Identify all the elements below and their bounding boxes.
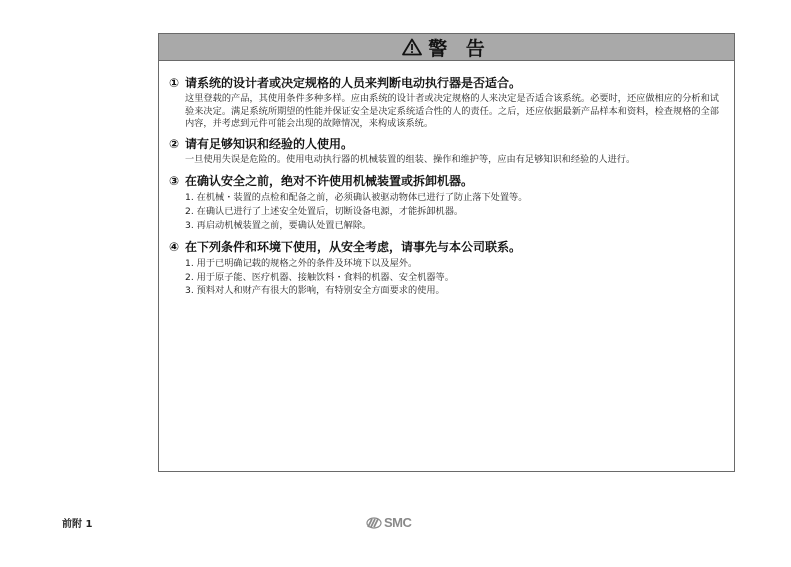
warning-triangle-icon [402,38,422,56]
warning-section-2 [169,136,719,167]
list-item: 2. 用于原子能、医疗机器、接触饮料・食料的机器、安全机器等。 [185,271,454,283]
section-body: 这里登载的产品，其使用条件多种多样。应由系统的设计者或决定规格的人来决定是否适合该系统。必要时，还应做相应的分析和试验来决定。满足系统所期望的性能并保证安全是决定系统适合性的人的责任。之后，还应依据最新产品样本和资料，检查规格的全部内容，并考虑到元件可能会出现的故障情况，来构成该系统。 [185,93,719,130]
section-number: ① [169,76,180,90]
section-heading-text: 在下列条件和环境下使用，从安全考虑，请事先与本公司联系。 [185,240,522,255]
section-heading-text: 请系统的设计者或决定规格的人员来判断电动执行器是否适合。 [185,76,522,90]
section-list [185,257,719,298]
warning-box [158,33,735,472]
section-list [185,191,719,232]
warning-section-3 [169,173,719,232]
smc-logo-mark-icon [366,517,382,529]
smc-logo [366,515,411,530]
warning-section-1 [169,75,719,131]
section-number: ④ [169,240,180,255]
section-heading-text: 请有足够知识和经验的人使用。 [185,136,354,151]
section-heading [169,75,719,91]
list-item: 1. 用于已明确记载的规格之外的条件及环境下以及屋外。 [185,258,418,270]
logo-text: SMC [384,515,412,530]
warning-section-4 [169,239,719,298]
page-number: 前附 1 [62,519,93,530]
section-body: 一旦使用失误是危险的。使用电动执行器的机械装置的组装、操作和维护等，应由有足够知识和经验的人进行。 [185,153,636,165]
warning-content [169,75,719,298]
section-heading [169,239,719,255]
section-number: ② [169,136,180,151]
list-item: 3. 再启动机械装置之前，要确认处置已解除。 [185,219,372,231]
section-heading [169,173,719,189]
list-item: 2. 在确认已进行了上述安全处置后，切断设备电源，才能拆卸机器。 [185,205,464,217]
warning-header [159,34,734,61]
list-item: 1. 在机械・装置的点检和配备之前，必须确认被驱动物体已进行了防止落下处置等。 [185,192,528,204]
section-heading-text: 在确认安全之前，绝对不许使用机械装置或拆卸机器。 [185,174,474,189]
section-number: ③ [169,174,180,189]
section-heading [169,136,719,152]
warning-title: 警 告 [428,37,491,60]
list-item: 3. 预料对人和财产有很大的影响，有特别安全方面要求的使用。 [185,285,445,297]
